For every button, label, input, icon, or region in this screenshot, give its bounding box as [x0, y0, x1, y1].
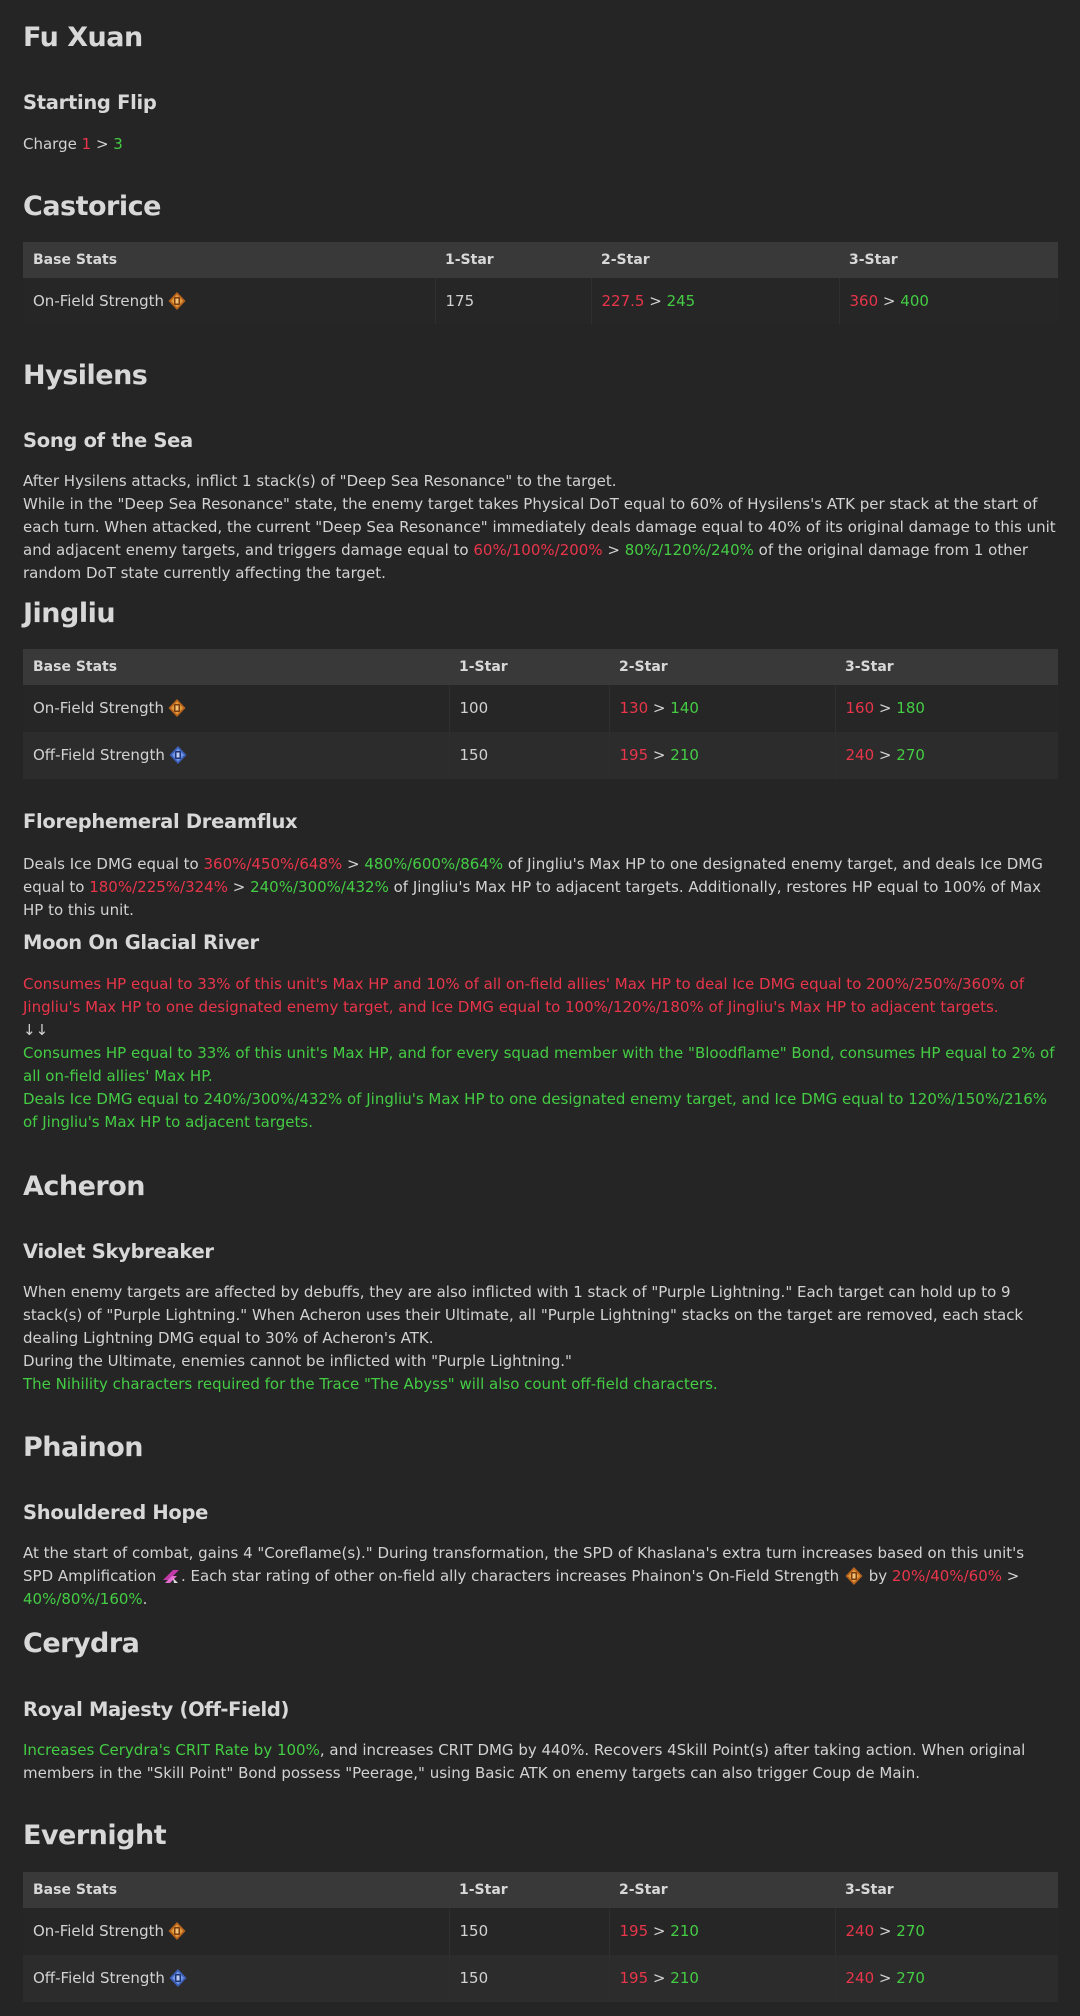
spd-amplification-icon: [161, 1566, 181, 1586]
old-value: 20%/40%/60%: [891, 1567, 1003, 1585]
on-field-strength-icon: [844, 1566, 864, 1586]
new-description-1: Consumes HP equal to 33% of this unit's Max HP, and for every squad member with the "Bloodflame" Bond, consumes HP equal to 2% of all on-field allies' Max HP.: [23, 1044, 1055, 1085]
three-star-new: 270: [896, 1922, 925, 1940]
stat-name: Off-Field Strength: [33, 1969, 165, 1987]
new-value: 240%/300%/432%: [250, 878, 389, 896]
acheron-p1: When enemy targets are affected by debuffs, they are also inflicted with 1 stack of "Purple Lightning." Each target can hold up to 9 stack(s) of "Purple Lightning." When Acheron uses their Ultimate, all "Purple Lightning" stacks on the target are removed, each stack dealing Lightning DMG equal to 30% of Acheron's ATK.: [23, 1283, 1024, 1347]
hysilens-old-value: 60%/100%/200%: [473, 541, 603, 559]
stat-name: On-Field Strength: [33, 291, 165, 310]
evernight-title: Evernight: [23, 1820, 167, 1851]
new-description-2: Deals Ice DMG equal to 240%/300%/432% of Jingliu's Max HP to one designated enemy target, and Ice DMG equal to 120%/150%/216% of Jingliu's Max HP to adjacent targets.: [23, 1090, 1048, 1131]
stat-name: Off-Field Strength: [33, 746, 165, 764]
two-star-old: 195: [619, 1969, 649, 1987]
acheron-title: Acheron: [23, 1171, 146, 1202]
hysilens-p2-text-a: While in the "Deep Sea Resonance" state, the enemy target takes Physical DoT equal to 60% of Hysilens's ATK per stack at the start of each turn. When attacked, the current "Deep Sea Resonance" immediately deals damage equal to 40% of its original damage to this unit and adjacent enemy targets, and triggers damage equal to: [23, 495, 1056, 559]
change-arrow: >: [652, 1922, 666, 1940]
evernight-stats-table: [23, 1872, 1058, 2002]
stat-name: On-Field Strength: [33, 699, 165, 717]
header-1-star: 1-Star: [435, 242, 591, 278]
text-part: . Each star rating of other on-field ally characters increases Phainon's On-Field Strength: [181, 1567, 844, 1585]
two-star-new: 210: [670, 1922, 699, 1940]
hysilens-ability-title: Song of the Sea: [23, 429, 193, 452]
old-description: Consumes HP equal to 33% of this unit's Max HP and 10% of all on-field allies' Max HP to deal Ice DMG equal to 200%/250%/360% of Jingliu's Max HP to one designated enemy target, and Ice DMG equal to 100%/120%/180% of Jingliu's Max HP to adjacent targets.: [23, 975, 1025, 1016]
text-part: of Jingliu's Max HP to adjacent targets. Additionally, restores HP equal to 100% of Max HP to this unit.: [23, 878, 1042, 919]
two-star-new: 210: [670, 746, 699, 764]
three-star-old: 160: [845, 699, 875, 717]
castorice-title: Castorice: [23, 191, 161, 222]
change-arrow: >: [652, 699, 666, 717]
change-down-arrow: ↓↓: [23, 1021, 49, 1039]
three-star-old: 360: [849, 291, 879, 310]
three-star-old: 240: [845, 746, 875, 764]
moon-glacial-river-description: [23, 973, 1058, 1134]
header-2-star: 2-Star: [591, 242, 839, 278]
castorice-stats-table: [23, 242, 1058, 324]
change-arrow: >: [227, 878, 251, 896]
florephemeral-description: [23, 853, 1058, 922]
three-star-new: 270: [896, 1969, 925, 1987]
change-arrow: >: [652, 746, 666, 764]
table-row: [23, 278, 1058, 324]
stat-name: On-Field Strength: [33, 1922, 165, 1940]
header-base-stats: Base Stats: [23, 649, 449, 685]
three-star-new: 270: [896, 746, 925, 764]
header-2-star: 2-Star: [609, 649, 835, 685]
two-star-old: 130: [619, 699, 649, 717]
fu-xuan-ability-title: Starting Flip: [23, 91, 157, 114]
acheron-p3-new: The Nihility characters required for the Trace "The Abyss" will also count off-field characters.: [23, 1375, 718, 1393]
two-star-old: 195: [619, 1922, 649, 1940]
new-value: 40%/80%/160%: [23, 1590, 143, 1608]
change-arrow: >: [878, 746, 892, 764]
three-star-new: 400: [900, 291, 929, 310]
off-field-strength-icon: [168, 1968, 188, 1988]
off-field-strength-icon: [168, 745, 188, 765]
change-arrow: >: [95, 135, 109, 153]
charge-label: Charge: [23, 135, 77, 153]
shouldered-hope-title: Shouldered Hope: [23, 1501, 209, 1524]
acheron-p2: During the Ultimate, enemies cannot be inflicted with "Purple Lightning.": [23, 1352, 572, 1370]
hysilens-p2: [23, 493, 1058, 585]
one-star-value: 175: [435, 278, 591, 324]
text-part: , and increases CRIT DMG by 440%. Recovers 4Skill Point(s) after taking action. When original members in the "Skill Point" Bond possess "Peerage," using Basic ATK on enemy targets can also trigger Coup de Main.: [23, 1741, 1026, 1782]
one-star-value: 100: [449, 685, 609, 732]
change-arrow: >: [652, 1969, 666, 1987]
change-arrow: >: [882, 291, 896, 310]
two-star-new: 210: [670, 1969, 699, 1987]
royal-majesty-title: Royal Majesty (Off-Field): [23, 1698, 290, 1721]
change-arrow: >: [1002, 1567, 1020, 1585]
florephemeral-title: Florephemeral Dreamflux: [23, 810, 298, 833]
three-star-old: 240: [845, 1922, 875, 1940]
change-arrow: >: [602, 541, 625, 559]
text-part: by: [863, 1567, 892, 1585]
charge-old-value: 1: [81, 135, 92, 153]
change-arrow: >: [878, 1922, 892, 1940]
header-base-stats: Base Stats: [23, 1872, 449, 1908]
text-part: Deals Ice DMG equal to: [23, 855, 204, 873]
new-value: Increases Cerydra's CRIT Rate by 100%: [23, 1741, 320, 1759]
change-arrow: >: [878, 1969, 892, 1987]
fu-xuan-title: Fu Xuan: [23, 22, 143, 53]
header-1-star: 1-Star: [449, 1872, 609, 1908]
old-value: 360%/450%/648%: [203, 855, 343, 873]
three-star-new: 180: [896, 699, 925, 717]
phainon-description: [23, 1542, 1058, 1611]
hysilens-new-value: 80%/120%/240%: [624, 541, 754, 559]
on-field-strength-icon: [167, 698, 187, 718]
acheron-description: [23, 1281, 1058, 1396]
three-star-old: 240: [845, 1969, 875, 1987]
old-value: 180%/225%/324%: [89, 878, 228, 896]
one-star-value: 150: [449, 1908, 609, 1955]
header-3-star: 3-Star: [839, 242, 1058, 278]
one-star-value: 150: [449, 1955, 609, 2002]
two-star-old: 227.5: [601, 291, 645, 310]
hysilens-p1: After Hysilens attacks, inflict 1 stack(s) of "Deep Sea Resonance" to the target.: [23, 472, 617, 490]
two-star-new: 245: [666, 291, 696, 310]
text-part: of Jingliu's Max HP to one designated enemy target, and deals Ice DMG equal to: [23, 855, 1043, 896]
two-star-old: 195: [619, 746, 649, 764]
header-2-star: 2-Star: [609, 1872, 835, 1908]
jingliu-title: Jingliu: [23, 598, 116, 629]
header-3-star: 3-Star: [835, 649, 1058, 685]
jingliu-stats-table: [23, 649, 1058, 779]
change-arrow: >: [878, 699, 892, 717]
header-base-stats: Base Stats: [23, 242, 435, 278]
header-1-star: 1-Star: [449, 649, 609, 685]
cerydra-title: Cerydra: [23, 1628, 140, 1659]
charge-new-value: 3: [113, 135, 123, 153]
fu-xuan-charge-line: [23, 133, 123, 156]
two-star-new: 140: [670, 699, 699, 717]
one-star-value: 150: [449, 732, 609, 779]
new-value: 480%/600%/864%: [364, 855, 504, 873]
change-arrow: >: [649, 291, 662, 310]
cerydra-description: [23, 1739, 1058, 1785]
header-3-star: 3-Star: [835, 1872, 1058, 1908]
hysilens-title: Hysilens: [23, 360, 148, 391]
table-row: [23, 1955, 1058, 2002]
table-row: [23, 732, 1058, 779]
text-part: .: [142, 1590, 148, 1608]
hysilens-description: [23, 470, 1058, 585]
on-field-strength-icon: [167, 291, 187, 311]
table-row: [23, 1908, 1058, 1955]
text-part: At the start of combat, gains 4 "Coreflame(s)." During transformation, the SPD of Khaslana's extra turn increases based on this unit's SPD Amplification: [23, 1544, 1025, 1585]
hysilens-p2-text-b: of the original damage from 1 other random DoT state currently affecting the target.: [23, 541, 1029, 582]
on-field-strength-icon: [167, 1921, 187, 1941]
phainon-title: Phainon: [23, 1432, 143, 1463]
table-row: [23, 685, 1058, 732]
change-arrow: >: [342, 855, 365, 873]
moon-glacial-river-title: Moon On Glacial River: [23, 931, 259, 954]
violet-skybreaker-title: Violet Skybreaker: [23, 1240, 214, 1263]
